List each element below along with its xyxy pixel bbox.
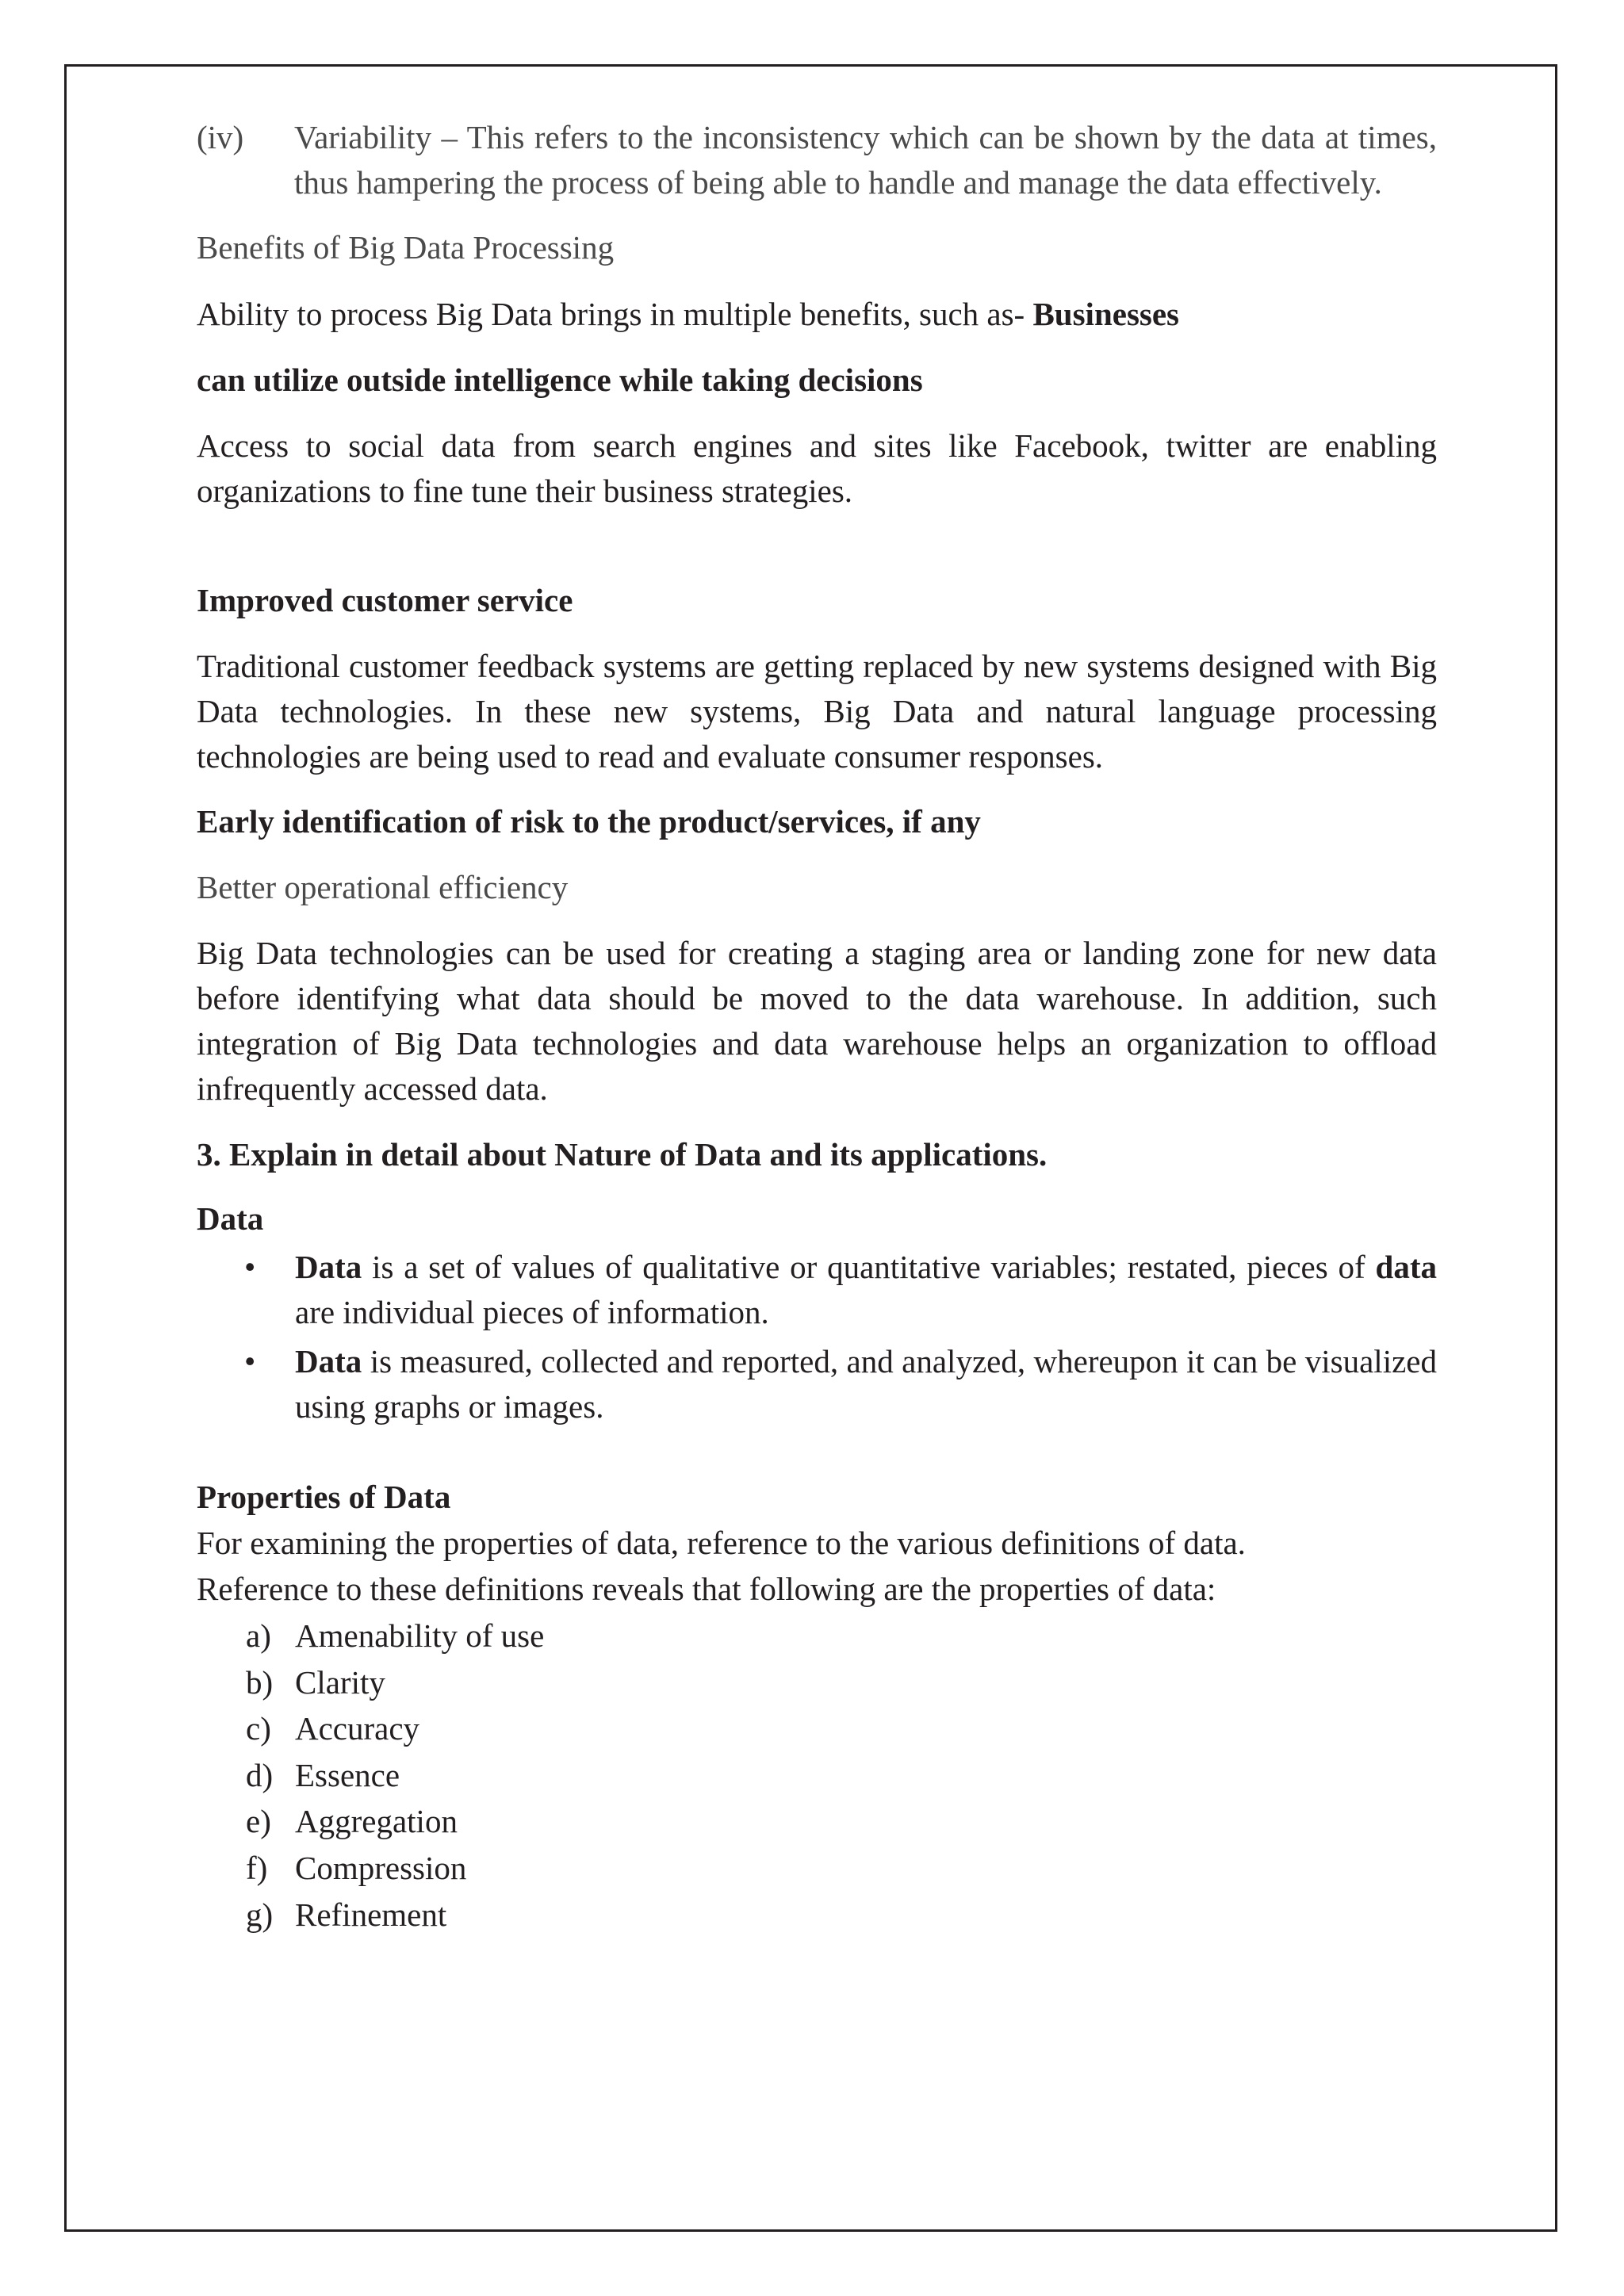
customer-service-paragraph: Traditional customer feedback systems are getting replaced by new systems designed with Big Data technologies. In these new systems, Big Data and natural language processing technologies are being used to read and evaluate consumer responses. <box>197 648 1437 775</box>
list-item-text: Accuracy <box>295 1710 420 1747</box>
list-item-marker: f) <box>246 1849 268 1886</box>
properties-list <box>197 1613 1437 1938</box>
data-bullet-list <box>197 1245 1437 1429</box>
list-item <box>197 1892 1437 1938</box>
list-item <box>197 1845 1437 1892</box>
data-definition: are individual pieces of information. <box>295 1294 769 1330</box>
subheading-customer-service: Improved customer service <box>197 582 573 618</box>
properties-heading: Properties of Data <box>197 1479 451 1515</box>
list-item-text: Refinement <box>295 1896 447 1933</box>
data-bullet-item <box>197 1245 1437 1335</box>
data-term: Data <box>295 1343 362 1380</box>
properties-intro-line1: For examining the properties of data, reference to the various definitions of data. <box>197 1525 1246 1561</box>
list-item-marker: a) <box>246 1617 271 1654</box>
document-body <box>197 115 1437 1938</box>
data-heading: Data <box>197 1200 264 1237</box>
list-item-text: Essence <box>295 1756 400 1793</box>
social-data-paragraph: Access to social data from search engines and sites like Facebook, twitter are enabling organizations to fine tune their business strategies. <box>197 427 1437 509</box>
list-item-text: Aggregation <box>295 1803 458 1840</box>
operational-efficiency-paragraph: Big Data technologies can be used for creating a staging area or landing zone for new data before identifying what data should be moved to the data warehouse. In addition, such integration of Big Data technologies and data warehouse helps an organization to offload infrequently accessed data. <box>197 935 1437 1107</box>
benefits-intro-bold: Businesses <box>1032 296 1180 332</box>
list-item-marker: c) <box>246 1710 271 1747</box>
variability-text: Variability – This refers to the inconsistency which can be shown by the data at times, thus hampering the process of being able to handle and manage the data effectively. <box>294 119 1437 201</box>
data-bullet-item <box>197 1339 1437 1429</box>
list-item-marker: g) <box>246 1896 274 1933</box>
bullet-icon: • <box>244 1249 256 1285</box>
variability-label: (iv) <box>197 119 244 155</box>
data-term: Data <box>295 1249 362 1285</box>
list-item-text: Clarity <box>295 1663 385 1701</box>
list-item <box>197 1752 1437 1799</box>
properties-intro-line2: Reference to these definitions reveals that following are the properties of data: <box>197 1571 1216 1607</box>
list-item-text: Compression <box>295 1849 467 1886</box>
list-item <box>197 1798 1437 1845</box>
question-heading: 3. Explain in detail about Nature of Data and its applications. <box>197 1136 1048 1173</box>
list-item-marker: e) <box>246 1803 271 1840</box>
data-term: data <box>1375 1249 1437 1285</box>
list-item-text: Amenability of use <box>295 1617 545 1654</box>
list-item <box>197 1613 1437 1659</box>
data-definition: is measured, collected and reported, and analyzed, whereupon it can be visualized using graphs or images. <box>295 1343 1437 1425</box>
subheading-operational-efficiency: Better operational efficiency <box>197 869 569 905</box>
subheading-outside-intelligence: can utilize outside intelligence while taking decisions <box>197 362 923 398</box>
variability-item <box>197 115 1437 205</box>
benefits-intro <box>197 292 1437 337</box>
bullet-icon: • <box>244 1343 256 1380</box>
data-definition: is a set of values of qualitative or quantitative variables; restated, pieces of <box>362 1249 1376 1285</box>
benefits-intro-text: Ability to process Big Data brings in multiple benefits, such as- <box>197 296 1025 332</box>
list-item-marker: b) <box>246 1663 274 1701</box>
benefits-heading: Benefits of Big Data Processing <box>197 229 615 266</box>
subheading-risk-identification: Early identification of risk to the product/services, if any <box>197 803 981 840</box>
list-item <box>197 1705 1437 1752</box>
list-item <box>197 1659 1437 1706</box>
list-item-marker: d) <box>246 1756 274 1793</box>
